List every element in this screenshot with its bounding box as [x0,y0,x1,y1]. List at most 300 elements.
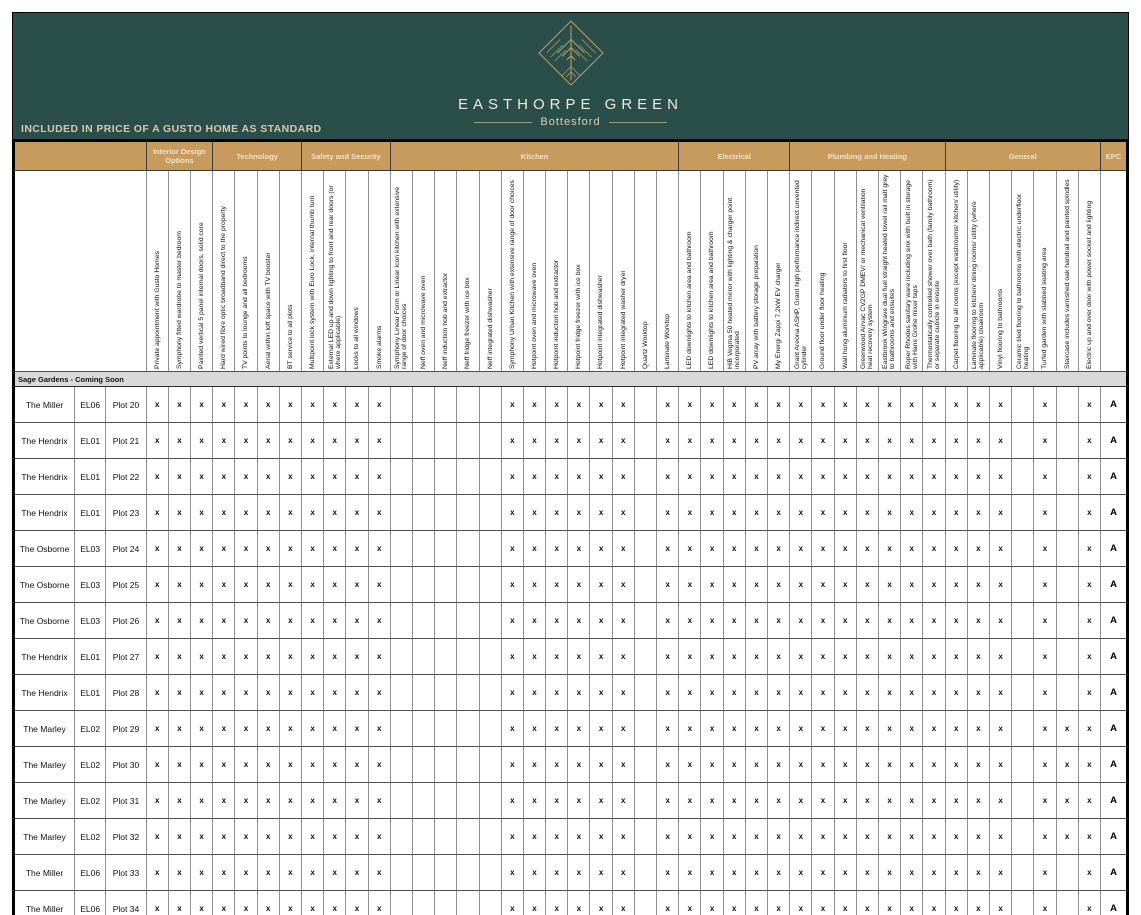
feature-mark-cell: x [546,495,568,531]
feature-mark-cell: x [523,675,545,711]
feature-mark-cell [1056,495,1078,531]
feature-mark-cell [1056,675,1078,711]
feature-mark-cell: x [945,495,967,531]
feature-mark-cell: x [989,639,1011,675]
feature-mark-cell [435,459,457,495]
feature-mark-cell: x [324,675,346,711]
feature-mark-cell: x [723,531,745,567]
feature-mark-cell: x [257,711,279,747]
feature-mark-cell: x [568,495,590,531]
feature-mark-cell: x [834,675,856,711]
feature-mark-cell: x [568,855,590,891]
feature-mark-cell: x [967,567,989,603]
feature-mark-cell: x [235,387,257,423]
feature-mark-cell: x [967,891,989,915]
feature-mark-cell: x [324,783,346,819]
feature-mark-cell: x [235,783,257,819]
feature-mark-cell: x [168,567,190,603]
feature-mark-cell: x [612,675,634,711]
feature-mark-cell: x [701,819,723,855]
epc-rating-cell: A [1101,891,1128,915]
easthorpe-logo [13,19,1128,128]
feature-mark-cell: x [368,783,390,819]
feature-mark-cell: x [235,531,257,567]
feature-column-label: Hotpoint integrated dishwasher [597,275,605,369]
feature-mark-cell [1056,459,1078,495]
feature-mark-cell: x [745,495,767,531]
table-row [14,891,1127,915]
feature-mark-cell: x [879,675,901,711]
feature-mark-cell: x [723,855,745,891]
house-type-cell: EL06 [75,891,106,915]
feature-mark-cell: x [590,423,612,459]
feature-mark-cell: x [501,459,523,495]
feature-mark-cell: x [235,855,257,891]
feature-mark-cell: x [1034,459,1056,495]
feature-column-label: Eastbrook Wingrave dual fuel straight heated towel rail matt grey to bathrooms and ensuites [882,174,897,369]
feature-mark-cell: x [612,531,634,567]
feature-mark-cell: x [812,819,834,855]
feature-mark-cell: x [856,783,878,819]
feature-column-label: Hotpoint oven and microwave oven [530,262,538,369]
feature-mark-cell: x [523,783,545,819]
feature-mark-cell: x [546,603,568,639]
feature-column-label: Neff integrated dishwasher [486,288,494,369]
feature-mark-cell: x [368,891,390,915]
feature-column-header [768,171,790,372]
feature-mark-cell: x [989,603,1011,639]
sheet-frame [12,12,1129,915]
feature-mark-cell: x [745,819,767,855]
feature-mark-cell: x [989,783,1011,819]
feature-mark-cell: x [146,387,168,423]
feature-mark-cell [412,567,434,603]
feature-mark-cell: x [257,603,279,639]
feature-mark-cell: x [812,567,834,603]
feature-mark-cell: x [657,891,679,915]
feature-mark-cell [412,783,434,819]
feature-mark-cell: x [257,567,279,603]
house-type-cell: EL03 [75,531,106,567]
feature-mark-cell: x [368,531,390,567]
feature-mark-cell: x [146,459,168,495]
feature-mark-cell: x [679,567,701,603]
feature-mark-cell: x [901,567,923,603]
feature-mark-cell: x [879,567,901,603]
feature-mark-cell [412,459,434,495]
feature-mark-cell: x [967,387,989,423]
feature-mark-cell: x [191,423,213,459]
feature-mark-cell: x [989,459,1011,495]
feature-mark-cell: x [146,531,168,567]
feature-mark-cell: x [745,567,767,603]
feature-column-label: My Energi Zappi 7.2kW EV charger [775,262,783,369]
feature-mark-cell: x [213,891,235,915]
feature-mark-cell: x [856,747,878,783]
feature-mark-cell [1012,423,1034,459]
feature-mark-cell: x [701,567,723,603]
feature-mark-cell: x [1034,675,1056,711]
feature-mark-cell: x [790,747,812,783]
feature-mark-cell: x [723,495,745,531]
epc-rating-cell: A [1101,855,1128,891]
table-row [14,459,1127,495]
feature-mark-cell: x [790,675,812,711]
feature-mark-cell [457,495,479,531]
feature-mark-cell: x [856,459,878,495]
feature-mark-cell: x [790,639,812,675]
epc-rating-cell: A [1101,567,1128,603]
feature-mark-cell: x [723,459,745,495]
feature-mark-cell [634,459,656,495]
category-row [14,141,1127,171]
feature-mark-cell: x [812,783,834,819]
feature-mark-cell: x [701,855,723,891]
feature-mark-cell [479,891,501,915]
feature-column-header [346,171,368,372]
house-type-cell: EL02 [75,783,106,819]
feature-mark-cell: x [501,423,523,459]
feature-mark-cell: x [679,783,701,819]
feature-mark-cell [435,603,457,639]
feature-column-header [967,171,989,372]
feature-mark-cell: x [790,819,812,855]
plot-name-cell: The Marley [14,747,75,783]
feature-mark-cell [457,459,479,495]
feature-mark-cell: x [213,423,235,459]
feature-mark-cell [479,639,501,675]
feature-mark-cell [435,891,457,915]
feature-mark-cell: x [657,387,679,423]
plot-number-cell: Plot 25 [106,567,146,603]
feature-mark-cell: x [368,459,390,495]
feature-mark-cell: x [834,387,856,423]
feature-mark-cell: x [701,711,723,747]
feature-mark-cell: x [923,639,945,675]
feature-mark-cell: x [168,387,190,423]
feature-mark-cell: x [768,567,790,603]
feature-column-header [812,171,834,372]
feature-mark-cell: x [657,639,679,675]
feature-column-header [257,171,279,372]
feature-mark-cell: x [346,495,368,531]
feature-mark-cell: x [523,495,545,531]
feature-mark-cell [435,567,457,603]
feature-mark-cell: x [945,387,967,423]
feature-mark-cell: x [302,711,324,747]
feature-mark-cell: x [324,423,346,459]
feature-mark-cell: x [856,711,878,747]
feature-mark-cell: x [923,819,945,855]
feature-mark-cell: x [790,423,812,459]
feature-mark-cell: x [1034,711,1056,747]
feature-column-header [679,171,701,372]
plot-number-cell: Plot 28 [106,675,146,711]
feature-column-header [546,171,568,372]
epc-rating-cell: A [1101,783,1128,819]
feature-mark-cell: x [679,747,701,783]
feature-mark-cell: x [945,423,967,459]
feature-mark-cell: x [901,855,923,891]
feature-column-header [856,171,878,372]
feature-mark-cell: x [989,711,1011,747]
feature-mark-cell: x [213,783,235,819]
feature-mark-cell [390,531,412,567]
feature-column-header [191,171,213,372]
feature-mark-cell: x [812,603,834,639]
left-rule [474,122,532,123]
feature-mark-cell: x [701,531,723,567]
feature-mark-cell [479,423,501,459]
feature-mark-cell: x [279,423,301,459]
feature-mark-cell: x [324,855,346,891]
feature-mark-cell: x [146,747,168,783]
feature-mark-cell: x [213,495,235,531]
feature-mark-cell: x [568,819,590,855]
feature-mark-cell: x [546,747,568,783]
feature-mark-cell: x [590,891,612,915]
feature-mark-cell [634,423,656,459]
feature-mark-cell [479,747,501,783]
feature-mark-cell [479,783,501,819]
feature-column-header [412,171,434,372]
feature-mark-cell: x [191,819,213,855]
feature-mark-cell [457,855,479,891]
feature-mark-cell: x [302,567,324,603]
feature-mark-cell: x [523,567,545,603]
feature-mark-cell: x [723,567,745,603]
feature-mark-cell [412,423,434,459]
feature-mark-cell: x [168,675,190,711]
feature-column-header [302,171,324,372]
feature-mark-cell: x [279,459,301,495]
feature-mark-cell: x [324,603,346,639]
plot-number-cell: Plot 21 [106,423,146,459]
feature-mark-cell: x [856,603,878,639]
feature-mark-cell: x [967,747,989,783]
feature-mark-cell: x [679,531,701,567]
feature-mark-cell: x [768,711,790,747]
feature-mark-cell: x [523,819,545,855]
feature-mark-cell: x [302,783,324,819]
feature-mark-cell [1056,891,1078,915]
feature-column-header [1034,171,1056,372]
feature-mark-cell: x [302,387,324,423]
feature-mark-cell: x [679,711,701,747]
feature-mark-cell: x [235,711,257,747]
epc-rating-cell: A [1101,819,1128,855]
feature-mark-cell: x [257,819,279,855]
feature-mark-cell: x [213,531,235,567]
feature-column-label: LED downlights to kitchen area and bathroom [686,231,694,369]
feature-mark-cell: x [546,819,568,855]
feature-mark-cell [479,567,501,603]
feature-mark-cell: x [879,423,901,459]
feature-mark-cell [457,387,479,423]
feature-column-label: Neff oven and microwave oven [419,275,427,369]
feature-column-label: Symphony fitted wardrobe to master bedroom [175,231,183,369]
feature-mark-cell [412,531,434,567]
feature-mark-cell: x [701,783,723,819]
feature-mark-cell [1056,639,1078,675]
feature-mark-cell: x [235,819,257,855]
feature-mark-cell: x [568,459,590,495]
diamond-leaf-logo-icon [537,19,605,87]
feature-mark-cell: x [346,891,368,915]
feature-mark-cell: x [679,891,701,915]
feature-mark-cell: x [346,711,368,747]
feature-mark-cell: x [523,747,545,783]
feature-mark-cell: x [346,603,368,639]
feature-mark-cell: x [546,639,568,675]
feature-column-label: Grant Areona ASHP, Grant high performance indirect unvented cylinder [793,180,808,369]
feature-mark-cell: x [901,531,923,567]
feature-mark-cell: x [168,423,190,459]
feature-mark-cell: x [723,747,745,783]
feature-mark-cell: x [146,495,168,531]
feature-mark-cell: x [168,891,190,915]
feature-mark-cell [634,747,656,783]
feature-mark-cell: x [546,459,568,495]
feature-mark-cell [390,603,412,639]
feature-mark-cell: x [235,675,257,711]
feature-mark-cell: x [213,711,235,747]
feature-mark-cell: x [302,459,324,495]
feature-mark-cell [1056,855,1078,891]
feature-mark-cell: x [812,747,834,783]
feature-mark-cell: x [1078,855,1100,891]
plot-name-cell: The Osborne [14,567,75,603]
feature-mark-cell: x [368,747,390,783]
feature-column-header [1012,171,1034,372]
epc-rating-cell: A [1101,495,1128,531]
feature-mark-cell: x [989,387,1011,423]
feature-mark-cell: x [768,855,790,891]
feature-mark-cell: x [856,495,878,531]
feature-mark-cell: x [191,891,213,915]
feature-mark-cell: x [1078,891,1100,915]
feature-mark-cell [457,783,479,819]
feature-mark-cell: x [923,603,945,639]
feature-mark-cell: x [1078,783,1100,819]
feature-column-label: Hotpoint fridge freezer with ice box [575,264,583,369]
feature-mark-cell: x [790,567,812,603]
feature-mark-cell: x [257,531,279,567]
feature-mark-cell: x [501,783,523,819]
feature-mark-cell [1012,531,1034,567]
plot-number-cell: Plot 30 [106,747,146,783]
feature-mark-cell: x [523,531,545,567]
feature-mark-cell: x [546,891,568,915]
feature-mark-cell: x [346,459,368,495]
feature-mark-cell [634,531,656,567]
feature-mark-cell: x [856,531,878,567]
feature-mark-cell: x [1034,423,1056,459]
table-row [14,495,1127,531]
feature-mark-cell: x [279,855,301,891]
feature-mark-cell: x [701,747,723,783]
feature-mark-cell: x [945,567,967,603]
feature-column-header [989,171,1011,372]
feature-column-label: TV points to lounge and all bedrooms [242,256,250,369]
feature-mark-cell [412,891,434,915]
feature-mark-cell: x [191,711,213,747]
feature-mark-cell [390,459,412,495]
feature-mark-cell: x [146,639,168,675]
plot-name-cell: The Osborne [14,531,75,567]
feature-mark-cell: x [279,531,301,567]
feature-column-header [501,171,523,372]
plot-name-cell: The Marley [14,783,75,819]
feature-mark-cell: x [856,675,878,711]
feature-mark-cell: x [879,783,901,819]
plot-name-cell: The Osborne [14,603,75,639]
feature-mark-cell [457,891,479,915]
feature-mark-cell: x [1034,747,1056,783]
feature-column-header [368,171,390,372]
feature-mark-cell: x [879,639,901,675]
feature-mark-cell: x [923,423,945,459]
feature-mark-cell: x [768,423,790,459]
feature-mark-cell: x [324,891,346,915]
feature-mark-cell [457,747,479,783]
feature-mark-cell: x [945,747,967,783]
feature-mark-cell: x [945,603,967,639]
feature-column-label: Wall hung aluminium radiators to first floor [841,242,849,369]
feature-mark-cell: x [945,675,967,711]
feature-mark-cell: x [901,675,923,711]
feature-mark-cell [457,531,479,567]
feature-mark-cell [390,639,412,675]
feature-mark-cell: x [901,747,923,783]
feature-mark-cell: x [612,567,634,603]
feature-mark-cell: x [657,459,679,495]
feature-mark-cell: x [213,855,235,891]
plot-name-cell: The Hendrix [14,639,75,675]
feature-mark-cell: x [213,819,235,855]
feature-mark-cell: x [612,747,634,783]
feature-mark-cell [457,675,479,711]
feature-mark-cell: x [1056,711,1078,747]
feature-mark-cell: x [1078,675,1100,711]
feature-mark-cell: x [967,783,989,819]
feature-mark-cell: x [346,531,368,567]
feature-column-header [790,171,812,372]
feature-mark-cell: x [901,603,923,639]
feature-mark-cell [634,495,656,531]
feature-mark-cell [1012,747,1034,783]
feature-mark-cell: x [701,459,723,495]
feature-mark-cell: x [346,675,368,711]
feature-mark-cell: x [745,747,767,783]
feature-mark-cell: x [657,747,679,783]
feature-mark-cell: x [768,819,790,855]
feature-column-label: Symphony Linear Form or Linear Icon kitchen with extensive range of door choices [394,186,409,369]
feature-mark-cell: x [879,387,901,423]
feature-mark-cell: x [191,639,213,675]
feature-mark-cell [457,603,479,639]
feature-mark-cell: x [923,531,945,567]
feature-mark-cell: x [967,855,989,891]
feature-mark-cell: x [213,387,235,423]
feature-mark-cell: x [590,567,612,603]
feature-mark-cell: x [279,891,301,915]
plot-number-cell: Plot 26 [106,603,146,639]
table-row [14,531,1127,567]
feature-mark-cell [1012,567,1034,603]
feature-mark-cell [1012,495,1034,531]
feature-mark-cell: x [257,423,279,459]
